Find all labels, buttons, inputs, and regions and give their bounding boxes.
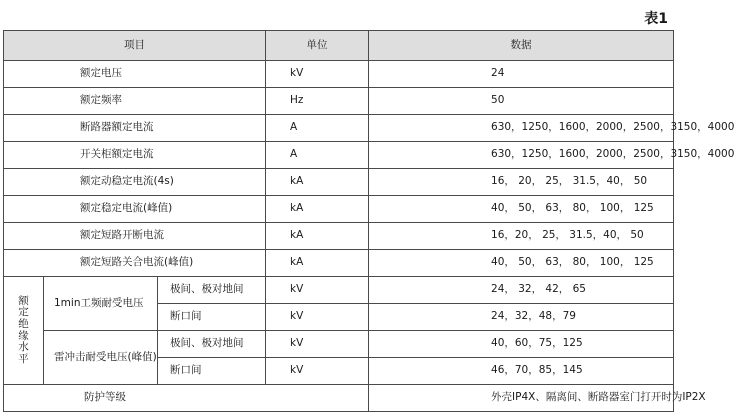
header-data: 数据 xyxy=(369,31,674,61)
insulation-group-name: 雷冲击耐受电压(峰值) xyxy=(44,331,158,385)
table-row xyxy=(4,250,674,277)
row-unit: kA xyxy=(266,196,369,223)
row-unit: A xyxy=(266,142,369,169)
row-value: 46，70，85，145 xyxy=(369,358,674,385)
row-unit: kV xyxy=(266,358,369,385)
row-value: 50 xyxy=(369,88,674,115)
header-unit: 单位 xyxy=(266,31,369,61)
insulation-sub-item: 极间、极对地间 xyxy=(158,331,266,358)
insulation-group-name: 1min工频耐受电压 xyxy=(44,277,158,331)
row-item: 额定电压 xyxy=(4,61,266,88)
spec-table xyxy=(3,30,734,412)
table-row xyxy=(4,196,674,223)
table-row xyxy=(4,385,674,412)
row-item: 额定频率 xyxy=(4,88,266,115)
table-header-row xyxy=(4,31,674,61)
row-unit: kV xyxy=(266,304,369,331)
row-value: 40， 50， 63， 80， 100， 125 xyxy=(369,196,674,223)
row-item: 断路器额定电流 xyxy=(4,115,266,142)
row-value: 40， 50， 63， 80， 100， 125 xyxy=(369,250,674,277)
insulation-sub-item: 断口间 xyxy=(158,304,266,331)
table-row xyxy=(4,88,674,115)
insulation-sub-item: 极间、极对地间 xyxy=(158,277,266,304)
insulation-sub-item: 断口间 xyxy=(158,358,266,385)
table-row xyxy=(4,331,674,358)
table-row xyxy=(4,142,674,169)
table-caption: 表1 xyxy=(644,11,668,27)
row-item: 额定动稳定电流(4s) xyxy=(4,169,266,196)
protection-value: 外壳IP4X、隔离间、断路器室门打开时为IP2X xyxy=(369,385,674,412)
row-value: 630，1250，1600，2000，2500，3150，4000 xyxy=(369,142,674,169)
header-item: 项目 xyxy=(4,31,266,61)
row-item: 额定短路开断电流 xyxy=(4,223,266,250)
row-unit: kV xyxy=(266,61,369,88)
row-unit: Hz xyxy=(266,88,369,115)
table-row xyxy=(4,277,674,304)
row-unit: kV xyxy=(266,277,369,304)
insulation-level-label: 额 定 绝 缘 水 平 xyxy=(4,277,44,385)
row-value: 16，20， 25， 31.5，40， 50 xyxy=(369,223,674,250)
row-value: 24，32，48，79 xyxy=(369,304,674,331)
table-row xyxy=(4,61,674,88)
row-unit: kA xyxy=(266,169,369,196)
row-item: 额定短路关合电流(峰值) xyxy=(4,250,266,277)
row-unit: kA xyxy=(266,250,369,277)
table-row xyxy=(4,169,674,196)
row-value: 16， 20， 25， 31.5，40， 50 xyxy=(369,169,674,196)
protection-item: 防护等级 xyxy=(4,385,369,412)
row-unit: A xyxy=(266,115,369,142)
table-row xyxy=(4,223,674,250)
row-value: 40，60，75，125 xyxy=(369,331,674,358)
row-unit: kA xyxy=(266,223,369,250)
row-item: 额定稳定电流(峰值) xyxy=(4,196,266,223)
row-item: 开关柜额定电流 xyxy=(4,142,266,169)
table-row xyxy=(4,115,674,142)
row-value: 24 xyxy=(369,61,674,88)
row-value: 630，1250，1600，2000，2500，3150，4000 xyxy=(369,115,674,142)
row-unit: kV xyxy=(266,331,369,358)
row-value: 24， 32， 42， 65 xyxy=(369,277,674,304)
